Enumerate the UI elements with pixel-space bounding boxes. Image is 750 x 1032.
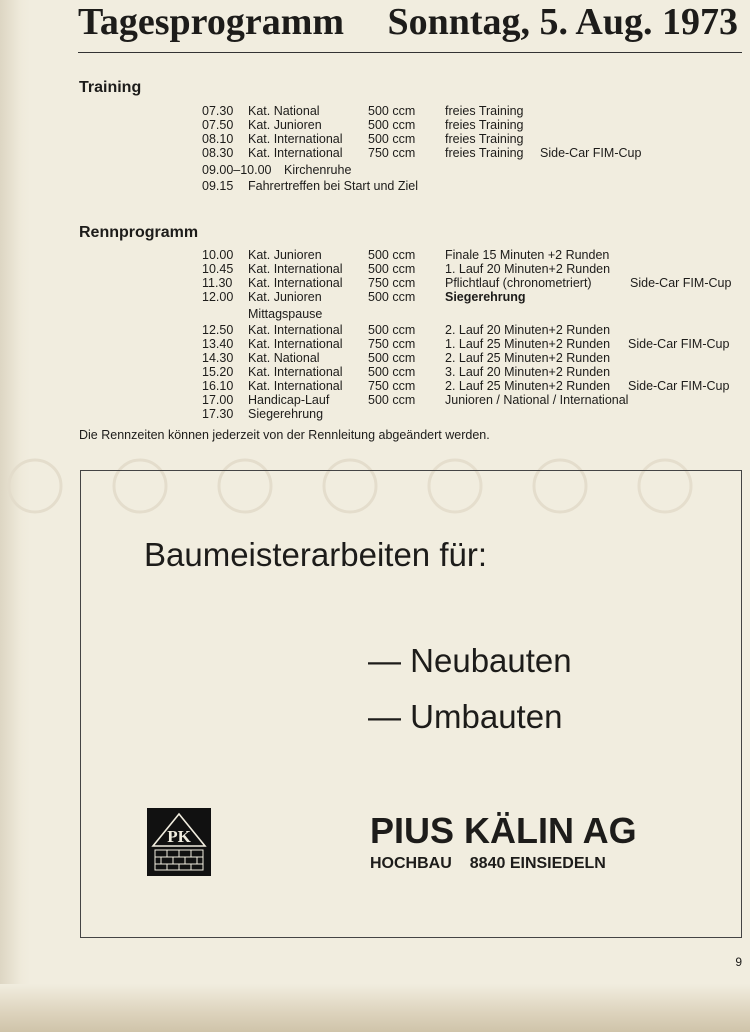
- row-time: 12.50: [202, 323, 234, 337]
- page-title: Tagesprogramm: [78, 1, 344, 43]
- company-logo: [147, 808, 211, 876]
- company-division: HOCHBAU: [370, 855, 452, 872]
- row-ccm: 500 ccm: [368, 290, 416, 304]
- row-ccm: 750 ccm: [368, 276, 416, 290]
- row-description: freies Training: [445, 118, 524, 132]
- row-category: Kat. National: [248, 351, 320, 365]
- row-ccm: 500 ccm: [368, 118, 416, 132]
- row-ccm: 500 ccm: [368, 351, 416, 365]
- ad-item-umbauten: — Umbauten: [368, 698, 563, 735]
- row-category: Handicap-Lauf: [248, 393, 330, 407]
- row-description: 2. Lauf 25 Minuten+2 Runden: [445, 351, 611, 365]
- row-note: Side-Car FIM-Cup: [540, 146, 642, 160]
- footnote: Die Rennzeiten können jederzeit von der Rennleitung abgeändert werden.: [79, 428, 490, 442]
- row-description: Fahrertreffen bei Start und Ziel: [248, 179, 418, 193]
- row-ccm: 500 ccm: [368, 323, 416, 337]
- row-time: 08.30: [202, 146, 234, 160]
- row-category: Kat. National: [248, 104, 320, 118]
- ad-heading: Baumeisterarbeiten für:: [144, 536, 488, 573]
- page-date: Sonntag, 5. Aug. 1973: [387, 1, 738, 43]
- row-category: Kat. Junioren: [248, 118, 322, 132]
- row-category: Kat. International: [248, 276, 343, 290]
- row-description: 2. Lauf 25 Minuten+2 Runden: [445, 379, 611, 393]
- page-bottom-wear: [0, 984, 750, 1032]
- row-time: 08.10: [202, 132, 234, 146]
- row-time: 09.00–10.00: [202, 163, 272, 177]
- logo-letters: PK: [167, 827, 191, 846]
- row-category: Kat. Junioren: [248, 290, 322, 304]
- row-time: 07.30: [202, 104, 234, 118]
- row-category: Kat. Junioren: [248, 248, 322, 262]
- race-title: Rennprogramm: [79, 224, 199, 241]
- row-description: Siegerehrung: [445, 290, 526, 304]
- row-category: Siegerehrung: [248, 407, 324, 421]
- row-ccm: 750 ccm: [368, 337, 416, 351]
- row-description: 1. Lauf 25 Minuten+2 Runden: [445, 337, 611, 351]
- row-time: 15.20: [202, 365, 234, 379]
- row-description: 3. Lauf 20 Minuten+2 Runden: [445, 365, 611, 379]
- row-time: 11.30: [202, 276, 233, 290]
- training-title: Training: [79, 79, 142, 96]
- row-time: 10.45: [202, 262, 234, 276]
- row-description: Kirchenruhe: [284, 163, 352, 177]
- row-time: 16.10: [202, 379, 234, 393]
- row-category: Kat. International: [248, 337, 343, 351]
- row-ccm: 500 ccm: [368, 104, 416, 118]
- row-category: Kat. International: [248, 146, 343, 160]
- row-description: freies Training: [445, 104, 524, 118]
- row-ccm: 500 ccm: [368, 393, 416, 407]
- row-time: 12.00: [202, 290, 234, 304]
- row-time: 09.15: [202, 179, 234, 193]
- row-description: Pflichtlauf (chronometriert): [445, 276, 592, 290]
- row-category: Kat. International: [248, 323, 343, 337]
- row-description: Mittagspause: [248, 307, 323, 321]
- row-description: Finale 15 Minuten +2 Runden: [445, 248, 610, 262]
- row-ccm: 500 ccm: [368, 365, 416, 379]
- row-category: Kat. International: [248, 262, 343, 276]
- row-description: 2. Lauf 20 Minuten+2 Runden: [445, 323, 611, 337]
- header-rule: [78, 52, 742, 53]
- row-time: 10.00: [202, 248, 234, 262]
- row-note: Side-Car FIM-Cup: [628, 379, 730, 393]
- row-time: 07.50: [202, 118, 234, 132]
- row-time: 17.00: [202, 393, 234, 407]
- row-description: 1. Lauf 20 Minuten+2 Runden: [445, 262, 611, 276]
- company-location: 8840 EINSIEDELN: [469, 855, 606, 872]
- row-note: Side-Car FIM-Cup: [628, 337, 730, 351]
- company-name: PIUS KÄLIN AG: [370, 810, 637, 851]
- page-number: 9: [735, 955, 742, 969]
- row-time: 13.40: [202, 337, 234, 351]
- row-note: Side-Car FIM-Cup: [630, 276, 732, 290]
- row-category: Kat. International: [248, 379, 343, 393]
- row-time: 14.30: [202, 351, 234, 365]
- row-category: Kat. International: [248, 365, 343, 379]
- row-ccm: 500 ccm: [368, 248, 416, 262]
- row-description: freies Training: [445, 146, 524, 160]
- row-description: Junioren / National / International: [445, 393, 629, 407]
- row-time: 17.30: [202, 407, 234, 421]
- row-ccm: 500 ccm: [368, 262, 416, 276]
- row-ccm: 750 ccm: [368, 379, 416, 393]
- company-subline: [370, 855, 624, 873]
- ad-item-neubauten: — Neubauten: [368, 642, 572, 679]
- row-category: Kat. International: [248, 132, 343, 146]
- row-ccm: 500 ccm: [368, 132, 416, 146]
- row-description: freies Training: [445, 132, 524, 146]
- row-ccm: 750 ccm: [368, 146, 416, 160]
